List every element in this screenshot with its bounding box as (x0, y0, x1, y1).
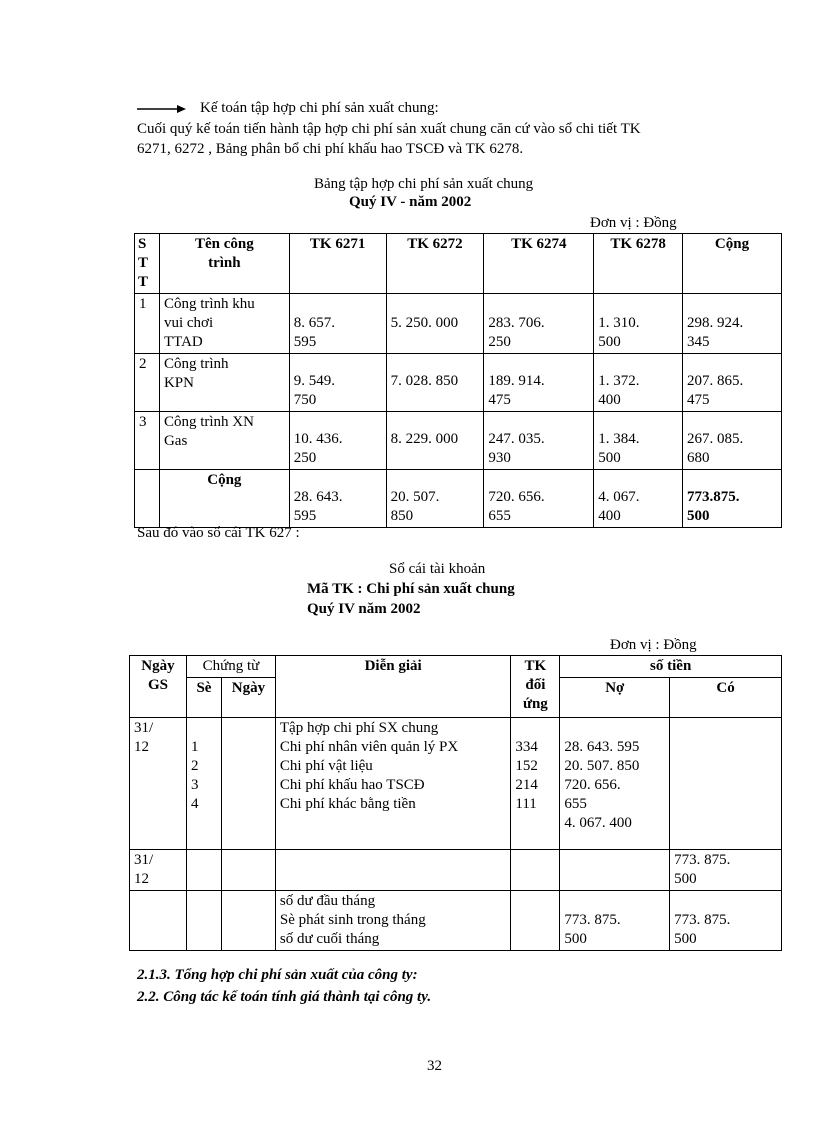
row-acct (511, 891, 560, 951)
sum-tk6272: 20. 507. 850 (386, 470, 484, 528)
row-date: 31/ 12 (130, 718, 187, 850)
header-name: Tên công trình (159, 234, 289, 294)
row-debit: 28. 643. 595 20. 507. 850 720. 656. 655 4. 067. 400 (560, 718, 670, 850)
after-table-text: Sau đó vào sổ cái TK 627 : (137, 525, 300, 541)
header-stt: S T T (135, 234, 160, 294)
header-debit: Nợ (560, 678, 670, 718)
table-row (130, 850, 782, 891)
header-day: Ngày (221, 678, 275, 718)
row-tk6274: 283. 706. 250 (484, 294, 594, 354)
table1-sum-row (135, 470, 782, 528)
row-date (130, 891, 187, 951)
section-heading-2-2: 2.2. Công tác kế toán tính giá thành tại công ty. (137, 989, 432, 1005)
row-tk6272: 5. 250. 000 (386, 294, 484, 354)
header-tk6274: TK 6274 (484, 234, 594, 294)
ledger-table (129, 655, 782, 951)
section-heading: Kế toán tập hợp chi phí sản xuất chung: (200, 100, 439, 116)
row-day (221, 718, 275, 850)
table1-title: Bảng tập hợp chi phí sản xuất chung (314, 176, 534, 192)
row-desc: số dư đầu tháng Sè phát sinh trong tháng số dư cuối tháng (275, 891, 511, 951)
row-total: 267. 085. 680 (683, 412, 782, 470)
row-tk6274: 247. 035. 930 (484, 412, 594, 470)
row-date: 31/ 12 (130, 850, 187, 891)
row-day (221, 891, 275, 951)
row-debit: 773. 875. 500 (560, 891, 670, 951)
row-name: Công trình khu vui chơi TTAD (159, 294, 289, 354)
sum-tk6271: 28. 643. 595 (289, 470, 386, 528)
sum-tk6278: 4. 067. 400 (594, 470, 683, 528)
header-acct: TK đối ứng (511, 656, 560, 718)
header-desc: Diễn giải (275, 656, 511, 718)
row-tk6272: 8. 229. 000 (386, 412, 484, 470)
ledger-header-row1 (130, 656, 782, 678)
table-row (130, 718, 782, 850)
ledger-subtitle1: Mã TK : Chi phí sản xuất chung (307, 581, 515, 597)
row-no: 1 2 3 4 (186, 718, 221, 850)
header-credit: Có (670, 678, 782, 718)
sum-label: Cộng (159, 470, 289, 528)
sum-tk6274: 720. 656. 655 (484, 470, 594, 528)
table1-header-row (135, 234, 782, 294)
header-amount: số tiền (560, 656, 782, 678)
row-credit: 773. 875. 500 (670, 850, 782, 891)
header-voucher: Chứng từ (186, 656, 275, 678)
arrow-icon (137, 104, 187, 114)
row-stt: 1 (135, 294, 160, 354)
header-total: Cộng (683, 234, 782, 294)
row-credit: 773. 875. 500 (670, 891, 782, 951)
header-no: Sè (186, 678, 221, 718)
row-total: 298. 924. 345 (683, 294, 782, 354)
sum-total: 773.875. 500 (683, 470, 782, 528)
row-acct (511, 850, 560, 891)
ledger-unit: Đơn vị : Đồng (610, 637, 697, 653)
page-number: 32 (427, 1058, 442, 1074)
row-stt: 2 (135, 354, 160, 412)
header-date: Ngày GS (130, 656, 187, 718)
row-day (221, 850, 275, 891)
row-credit (670, 718, 782, 850)
row-tk6278: 1. 372. 400 (594, 354, 683, 412)
row-desc: Tập hợp chi phí SX chung Chi phí nhân viên quản lý PX Chi phí vật liệu Chi phí khấu hao TSCĐ Chi phí khác bằng tiền (275, 718, 511, 850)
table-row (135, 354, 782, 412)
table-row (130, 891, 782, 951)
ledger-subtitle2: Quý IV năm 2002 (307, 601, 421, 617)
row-total: 207. 865. 475 (683, 354, 782, 412)
table-row (135, 294, 782, 354)
table1-subtitle: Quý IV - năm 2002 (349, 194, 472, 210)
cost-summary-table (134, 233, 782, 528)
row-stt: 3 (135, 412, 160, 470)
header-tk6278: TK 6278 (594, 234, 683, 294)
row-name: Công trình KPN (159, 354, 289, 412)
table-row (135, 412, 782, 470)
ledger-title: Sổ cái tài khoản (389, 561, 486, 577)
intro-paragraph-line2: 6271, 6272 , Bảng phân bổ chi phí khấu hao TSCĐ và TK 6278. (137, 141, 524, 157)
row-tk6271: 8. 657. 595 (289, 294, 386, 354)
row-tk6271: 9. 549. 750 (289, 354, 386, 412)
header-tk6272: TK 6272 (386, 234, 484, 294)
row-tk6272: 7. 028. 850 (386, 354, 484, 412)
row-desc (275, 850, 511, 891)
row-tk6274: 189. 914. 475 (484, 354, 594, 412)
table1-unit: Đơn vị : Đồng (590, 215, 677, 231)
header-tk6271: TK 6271 (289, 234, 386, 294)
section-heading-2-1-3: 2.1.3. Tổng hợp chi phí sản xuất của công ty: (137, 967, 418, 983)
row-tk6278: 1. 310. 500 (594, 294, 683, 354)
row-acct: 334 152 214 111 (511, 718, 560, 850)
row-no (186, 850, 221, 891)
row-name: Công trình XN Gas (159, 412, 289, 470)
row-no (186, 891, 221, 951)
row-debit (560, 850, 670, 891)
row-tk6271: 10. 436. 250 (289, 412, 386, 470)
row-tk6278: 1. 384. 500 (594, 412, 683, 470)
intro-paragraph-line1: Cuối quý kế toán tiến hành tập hợp chi phí sản xuất chung căn cứ vào sổ chi tiết TK (137, 121, 641, 137)
